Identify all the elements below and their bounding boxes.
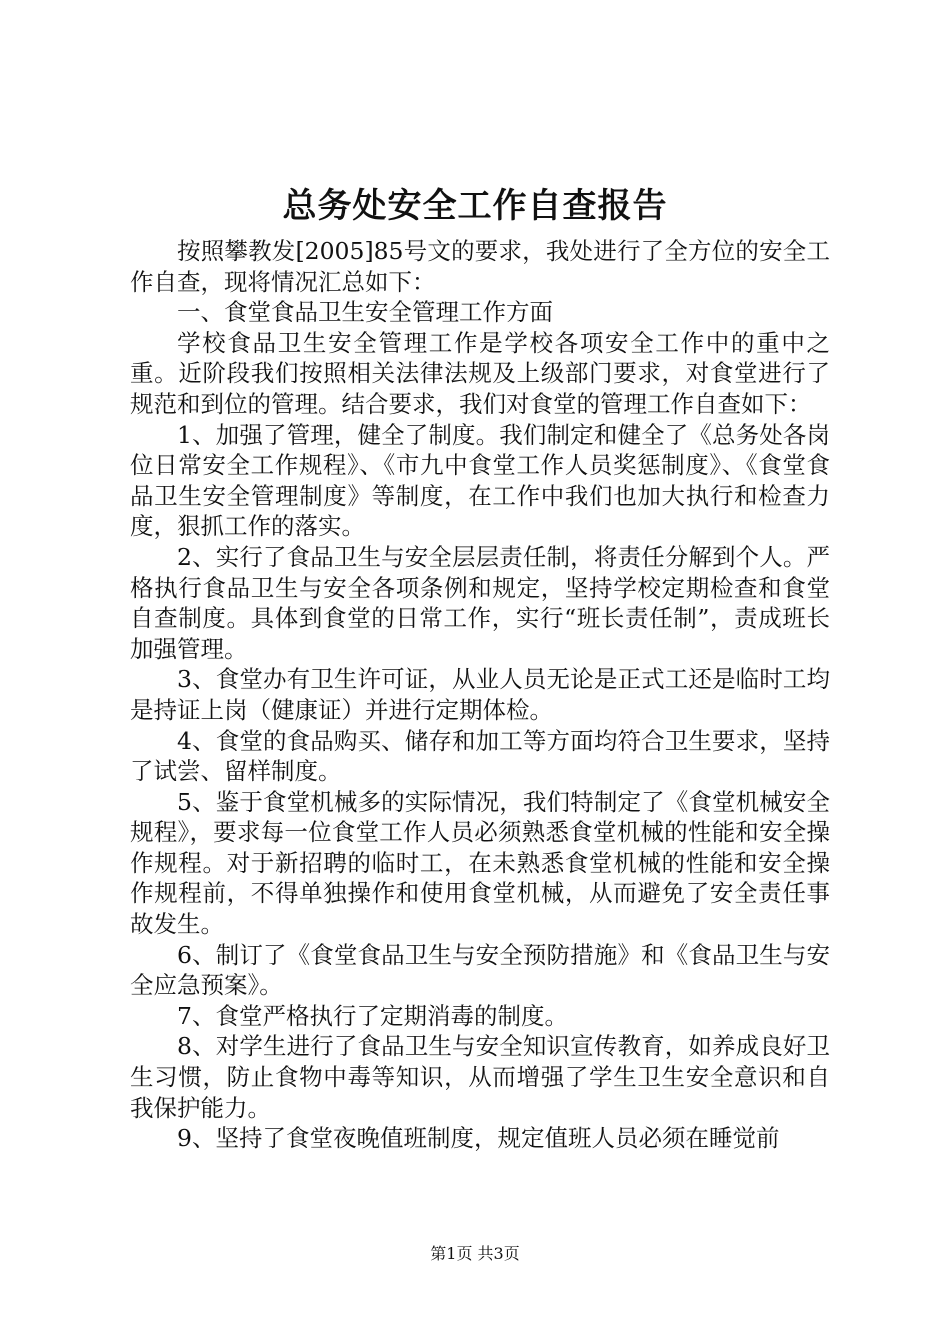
paragraph-item-4: 4、食堂的食品购买、储存和加工等方面均符合卫生要求，坚持了试尝、留样制度。 (130, 726, 830, 786)
page-number-footer: 第1页 共3页 (430, 1244, 520, 1263)
document-title: 总务处安全工作自查报告 (282, 186, 668, 226)
paragraph-item-2: 2、实行了食品卫生与安全层层责任制，将责任分解到个人。严格执行食品卫生与安全各项条例和规定，坚持学校定期检查和食堂自查制度。具体到食堂的日常工作，实行“班长责任制”，责成班长加强管理。 (130, 542, 830, 663)
document-body (130, 236, 830, 1154)
paragraph-intro: 按照攀教发[2005]85号文的要求，我处进行了全方位的安全工作自查，现将情况汇总如下： (130, 237, 830, 296)
paragraph-item-7: 7、食堂严格执行了定期消毒的制度。 (177, 1001, 568, 1030)
paragraph-item-8: 8、对学生进行了食品卫生与安全知识宣传教育，如养成良好卫生习惯，防止食物中毒等知识，从而增强了学生卫生安全意识和自我保护能力。 (130, 1032, 830, 1122)
paragraph-item-5: 5、鉴于食堂机械多的实际情况，我们特制定了《食堂机械安全规程》，要求每一位食堂工作人员必须熟悉食堂机械的性能和安全操作规程。对于新招聘的临时工，在未熟悉食堂机械的性能和安全操作规程前，不得单独操作和使用食堂机械，从而避免了安全责任事故发生。 (130, 787, 830, 939)
paragraph-item-1: 1、加强了管理，健全了制度。我们制定和健全了《总务处各岗位日常安全工作规程》、《市九中食堂工作人员奖惩制度》、《食堂食品卫生安全管理制度》等制度，在工作中我们也加大执行和检查力度，狠抓工作的落实。 (130, 420, 830, 541)
paragraph-item-9: 9、坚持了食堂夜晚值班制度，规定值班人员必须在睡觉前 (177, 1124, 780, 1153)
paragraph-item-3: 3、食堂办有卫生许可证，从业人员无论是正式工还是临时工均是持证上岗（健康证）并进行定期体检。 (130, 665, 830, 724)
paragraph-canteen-overview: 学校食品卫生安全管理工作是学校各项安全工作中的重中之重。近阶段我们按照相关法律法规及上级部门要求，对食堂进行了规范和到位的管理。结合要求，我们对食堂的管理工作自查如下： (130, 328, 830, 418)
section-heading-canteen: 一、食堂食品卫生安全管理工作方面 (177, 298, 553, 327)
paragraph-item-6: 6、制订了《食堂食品卫生与安全预防措施》和《食品卫生与安全应急预案》。 (130, 940, 830, 1000)
